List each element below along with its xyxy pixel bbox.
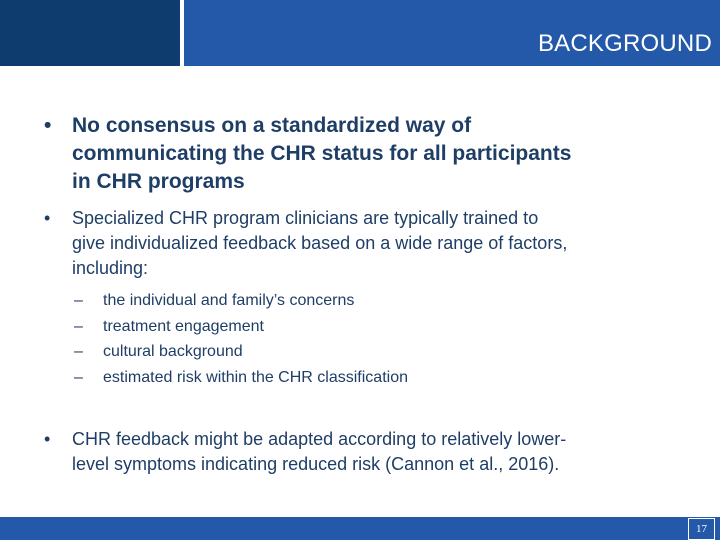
bullet-2 (44, 206, 692, 281)
title-bar-dark-block (0, 0, 180, 66)
bullet-3-line-1: CHR feedback might be adapted according to relatively lower- (72, 429, 567, 449)
bullet-1-line-2: communicating the CHR status for all participants (72, 142, 572, 165)
sub-item (74, 314, 408, 340)
sub-item-text: estimated risk within the CHR classification (103, 369, 408, 387)
bullet-1 (44, 112, 692, 196)
bullet-marker: • (44, 208, 51, 228)
sub-item-text: cultural background (103, 343, 243, 361)
page-number: 17 (688, 518, 715, 540)
bullet-2-line-3: including: (72, 258, 149, 278)
bullet-2-line-1: Specialized CHR program clinicians are typically trained to (72, 208, 539, 228)
sub-item (74, 288, 408, 314)
bullet-marker: • (44, 429, 51, 449)
sub-item (74, 339, 408, 365)
dash-marker: – (74, 317, 83, 335)
bullet-marker: • (44, 114, 52, 137)
footer-bar (0, 517, 720, 540)
sub-item-text: the individual and family’s concerns (103, 292, 355, 309)
bullet-1-line-3: in CHR programs (72, 170, 245, 193)
sub-item-text: treatment engagement (103, 317, 264, 335)
title-bar (0, 0, 720, 66)
dash-marker: – (74, 369, 83, 387)
sub-item (74, 365, 408, 391)
title-bar-divider (180, 0, 184, 66)
dash-marker: – (74, 292, 83, 309)
bullet-3 (44, 427, 692, 477)
bullet-1-line-1: No consensus on a standardized way of (72, 114, 472, 137)
slide-title: BACKGROUND (537, 30, 712, 57)
sub-list (74, 288, 408, 391)
dash-marker: – (74, 343, 83, 361)
bullet-2-line-2: give individualized feedback based on a wide range of factors, (72, 233, 568, 253)
bullet-3-line-2: level symptoms indicating reduced risk (Cannon et al., 2016). (72, 454, 560, 474)
